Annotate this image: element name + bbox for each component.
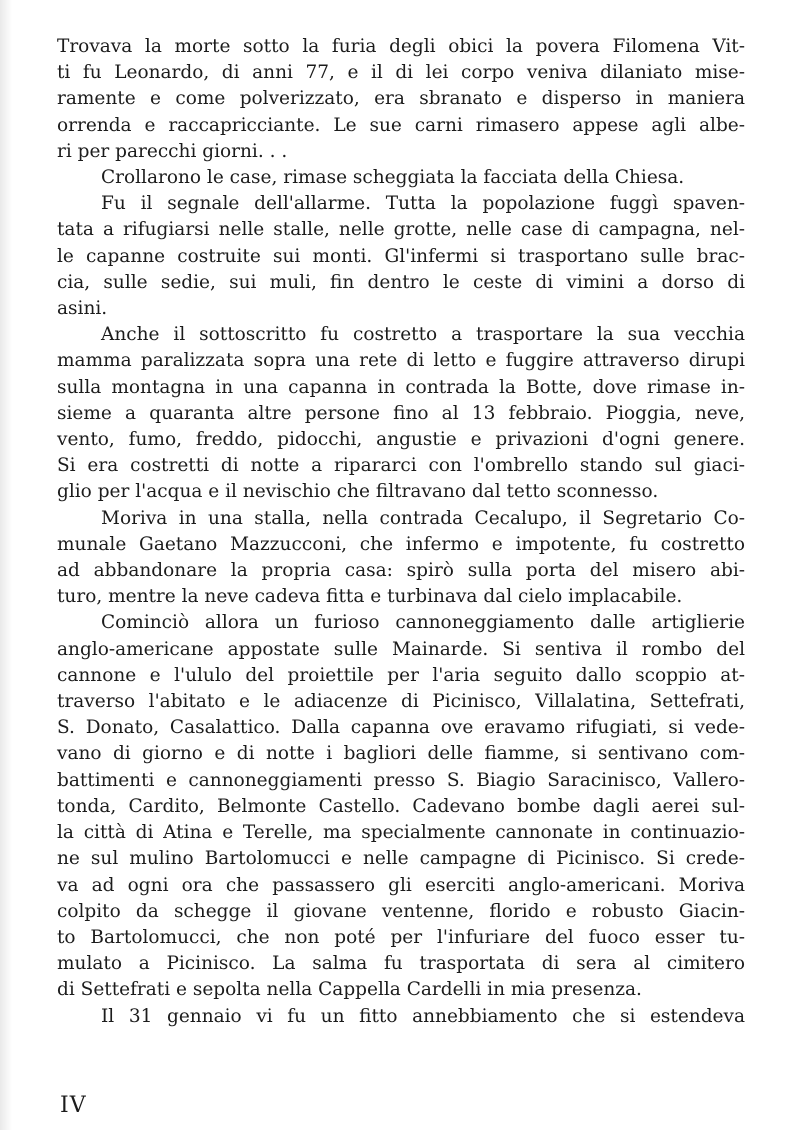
text-line: to Bartolomucci, che non poté per l'infuriare del fuoco esser tu- xyxy=(57,926,745,948)
text-line: le capanne costruite sui monti. Gl'infermi si trasportano sulle brac- xyxy=(57,245,745,267)
text-line: munale Gaetano Mazzucconi, che infermo e impotente, fu costretto xyxy=(57,533,745,555)
text-line: tata a rifugiarsi nelle stalle, nelle grotte, nelle case di campagna, nel- xyxy=(57,219,745,241)
page-number: IV xyxy=(60,1093,87,1118)
book-page-text xyxy=(57,34,745,1030)
text-line: orrenda e raccapricciante. Le sue carni rimasero appese agli albe- xyxy=(57,114,745,136)
text-line: ne sul mulino Bartolomucci e nelle campagne di Picinisco. Si crede- xyxy=(57,848,745,870)
text-line: S. Donato, Casalattico. Dalla capanna ove eravamo rifugiati, si vede- xyxy=(57,717,745,739)
text-line: vento, fumo, freddo, pidocchi, angustie e privazioni d'ogni genere. xyxy=(57,429,745,451)
paragraph xyxy=(57,34,745,165)
text-line: Moriva in una stalla, nella contrada Cecalupo, il Segretario Co- xyxy=(101,507,745,529)
text-line: turo, mentre la neve cadeva fitta e turbinava dal cielo implacabile. xyxy=(57,586,683,608)
page-edge-shadow xyxy=(0,0,12,1130)
text-line: tonda, Cardito, Belmonte Castello. Cadevano bombe dagli aerei sul- xyxy=(57,795,745,817)
paragraph xyxy=(57,506,745,611)
text-line: mulato a Picinisco. La salma fu trasportata di sera al cimitero xyxy=(57,953,745,975)
text-line: ri per parecchi giorni. . . xyxy=(57,140,288,162)
text-line: traverso l'abitato e le adiacenze di Picinisco, Villalatina, Settefrati, xyxy=(57,691,745,713)
paragraph xyxy=(57,191,745,322)
text-line: cannone e l'ululo del proiettile per l'aria seguito dallo scoppio at- xyxy=(57,664,745,686)
text-line: Anche il sottoscritto fu costretto a trasportare la sua vecchia xyxy=(101,324,745,346)
text-line: Fu il segnale dell'allarme. Tutta la popolazione fuggì spaven- xyxy=(101,193,745,215)
text-line: Trovava la morte sotto la furia degli obici la povera Filomena Vit- xyxy=(57,36,745,57)
text-line: cia, sulle sedie, sui muli, fin dentro le ceste di vimini a dorso di xyxy=(57,271,745,293)
text-line: glio per l'acqua e il nevischio che filtravano dal tetto sconnesso. xyxy=(57,481,659,503)
text-line: Crollarono le case, rimase scheggiata la facciata della Chiesa. xyxy=(101,167,685,189)
text-line: la città di Atina e Terelle, ma specialmente cannonate in continuazio- xyxy=(57,822,745,844)
text-line: va ad ogni ora che passassero gli eserciti anglo-americani. Moriva xyxy=(57,874,745,896)
text-line: Cominciò allora un furioso cannoneggiamento dalle artiglierie xyxy=(101,612,745,634)
paragraph xyxy=(57,1004,745,1030)
text-line: Il 31 gennaio vi fu un fitto annebbiamento che si estendeva xyxy=(101,1005,745,1027)
text-line: mamma paralizzata sopra una rete di letto e fuggire attraverso dirupi xyxy=(57,350,745,372)
text-line: sieme a quaranta altre persone fino al 13 febbraio. Pioggia, neve, xyxy=(57,402,745,424)
paragraph xyxy=(57,322,745,505)
text-line: colpito da schegge il giovane ventenne, florido e robusto Giacin- xyxy=(57,900,745,922)
text-line: vano di giorno e di notte i bagliori delle fiamme, si sentivano com- xyxy=(57,743,745,765)
text-line: ad abbandonare la propria casa: spirò sulla porta del misero abi- xyxy=(57,560,745,582)
text-line: Si era costretti di notte a ripararci con l'ombrello stando sul giaci- xyxy=(57,455,745,477)
text-line: di Settefrati e sepolta nella Cappella Cardelli in mia presenza. xyxy=(57,979,642,1001)
text-line: battimenti e cannoneggiamenti presso S. Biagio Saracinisco, Vallero- xyxy=(57,769,745,791)
paragraph xyxy=(57,165,745,191)
text-line: ti fu Leonardo, di anni 77, e il di lei corpo veniva dilaniato mise- xyxy=(57,62,745,84)
text-line: anglo-americane appostate sulle Mainarde. Si sentiva il rombo del xyxy=(57,638,745,660)
text-line: asini. xyxy=(57,298,108,320)
text-line: ramente e come polverizzato, era sbranato e disperso in maniera xyxy=(57,88,745,110)
text-line: sulla montagna in una capanna in contrada la Botte, dove rimase in- xyxy=(57,376,745,398)
paragraph xyxy=(57,610,745,1003)
